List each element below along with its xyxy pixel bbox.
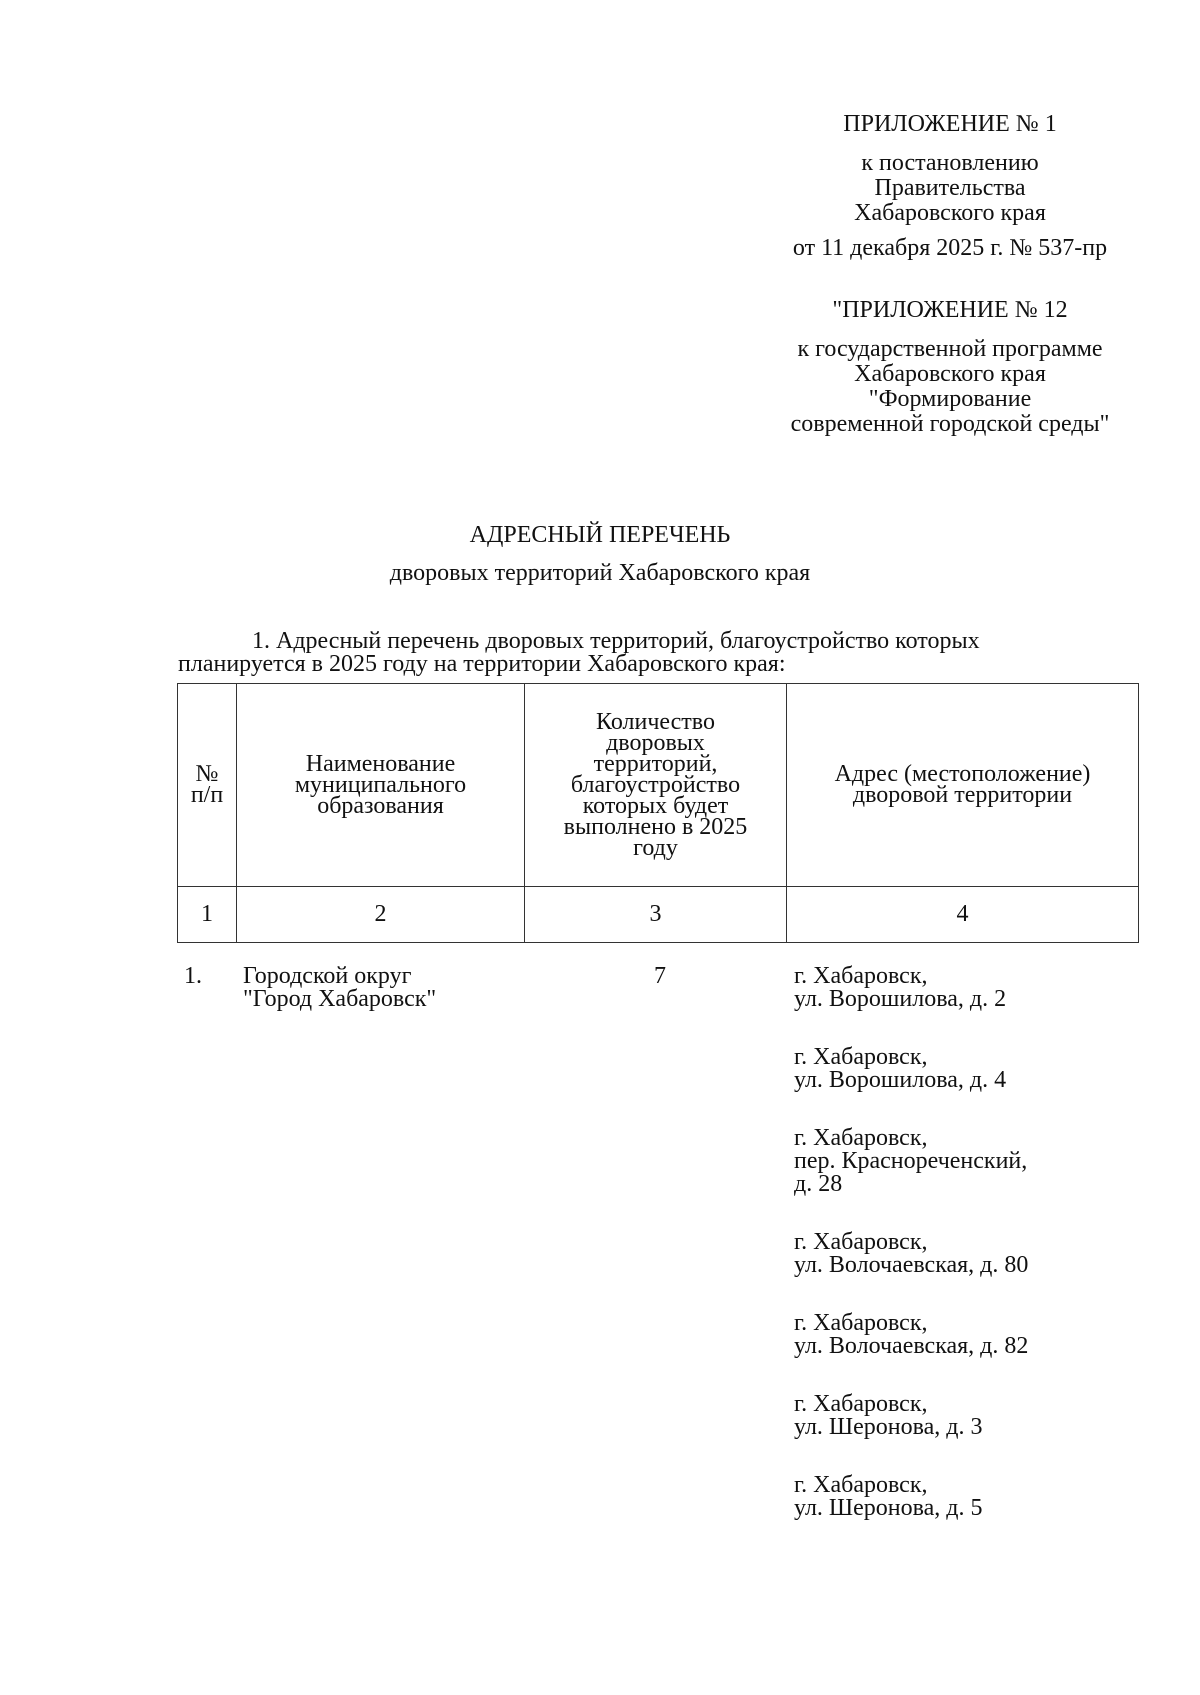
intro-paragraph — [178, 630, 1138, 676]
program-reference: к государственной программе — [797, 336, 1103, 362]
document-title: АДРЕСНЫЙ ПЕРЕЧЕНЬ — [469, 522, 731, 548]
program-name-line2: современной городской среды" — [790, 411, 1110, 437]
header-count-label: Количество дворовых территорий, благоустройство которых будет выполнено в 2025 году — [563, 708, 748, 861]
row-number: 1. — [184, 963, 202, 989]
address-item: г. Хабаровск, ул. Волочаевская, д. 80 — [794, 1229, 1029, 1278]
program-appendix-title: "ПРИЛОЖЕНИЕ № 12 — [832, 297, 1068, 323]
column-number-4: 4 — [787, 887, 1139, 943]
address-item: г. Хабаровск, ул. Волочаевская, д. 82 — [794, 1310, 1029, 1359]
address-list — [794, 965, 1028, 1555]
column-number-3: 3 — [525, 887, 787, 943]
header-cell-address — [787, 684, 1139, 887]
program-appendix-header — [740, 298, 1160, 437]
header-municipality-label: Наименование муниципального образования — [294, 750, 467, 819]
address-item: г. Хабаровск, пер. Краснореченский, д. 28 — [794, 1125, 1028, 1197]
row-municipality-line1: Городской округ — [243, 963, 412, 989]
address-item: г. Хабаровск, ул. Ворошилова, д. 4 — [794, 1044, 1007, 1093]
address-item: г. Хабаровск, ул. Шеронова, д. 5 — [794, 1472, 983, 1521]
appendix-title: ПРИЛОЖЕНИЕ № 1 — [843, 111, 1057, 137]
document-subtitle: дворовых территорий Хабаровского края — [389, 560, 811, 586]
decree-region: Хабаровского края — [854, 200, 1046, 226]
address-item: г. Хабаровск, ул. Шеронова, д. 3 — [794, 1391, 983, 1440]
program-region: Хабаровского края — [854, 361, 1046, 387]
row-municipality — [243, 965, 436, 1011]
decree-government: Правительства — [874, 175, 1026, 201]
header-cell-count — [525, 684, 787, 887]
intro-line-2: планируется в 2025 году на территории Хабаровского края: — [178, 651, 786, 677]
decree-date-number: от 11 декабря 2025 г. № 537-пр — [792, 235, 1108, 261]
header-cell-municipality — [237, 684, 525, 887]
address-table-header — [177, 683, 1139, 943]
appendix-header — [740, 112, 1160, 261]
intro-line-1: 1. Адресный перечень дворовых территорий, благоустройство которых — [252, 628, 980, 654]
row-count: 7 — [654, 963, 666, 989]
header-address-label: Адрес (местоположение) дворовой территории — [834, 761, 1091, 808]
program-name-line1: "Формирование — [868, 386, 1032, 412]
row-municipality-line2: "Город Хабаровск" — [243, 986, 437, 1012]
header-cell-number — [178, 684, 237, 887]
decree-reference: к постановлению — [861, 150, 1039, 176]
column-number-2: 2 — [237, 887, 525, 943]
header-number-label: № п/п — [190, 761, 224, 808]
column-number-1: 1 — [178, 887, 237, 943]
address-item: г. Хабаровск, ул. Ворошилова, д. 2 — [794, 963, 1007, 1012]
